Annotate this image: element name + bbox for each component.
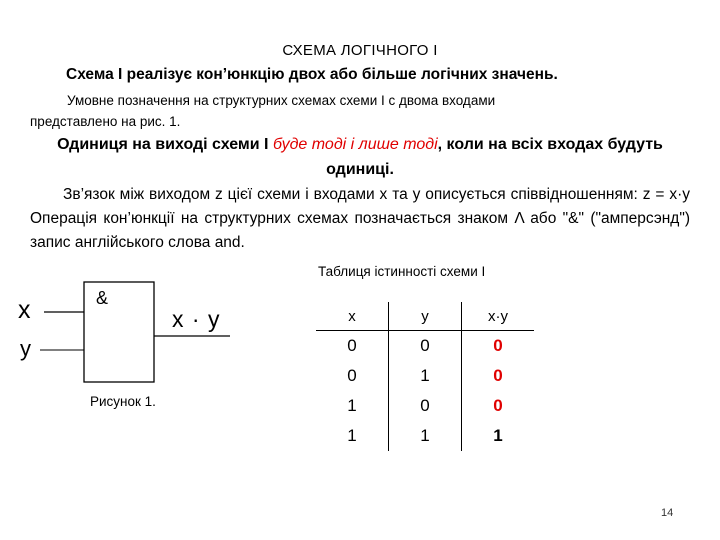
figure-caption: Рисунок 1.	[90, 394, 156, 409]
table-header-row	[316, 302, 534, 331]
cell-y: 0	[389, 331, 462, 362]
cell-x: 1	[316, 421, 389, 451]
key-statement-b: , коли на всіх входах будуть одиниці.	[326, 136, 663, 178]
cell-y: 1	[389, 421, 462, 451]
header-x: x	[316, 302, 389, 331]
truth-table	[316, 302, 534, 451]
cell-y: 0	[389, 391, 462, 421]
symbol-description-line1: Умовне позначення на структурних схемах схеми І с двома входами	[67, 93, 496, 108]
table-row	[316, 331, 534, 362]
intro-line: Схема І реалізує кон’юнкцію двох або більше логічних значень.	[66, 66, 558, 83]
table-row	[316, 361, 534, 391]
header-y: y	[389, 302, 462, 331]
cell-xy: 1	[493, 426, 503, 445]
header-xy: x·y	[462, 302, 535, 331]
and-symbol: &	[96, 288, 109, 308]
cell-xy: 0	[493, 336, 503, 355]
page-title: СХЕМА ЛОГІЧНОГО І	[282, 42, 438, 59]
relation-text: Зв’язок між виходом z цієї схеми і входами x та y описується співвідношенням: z = x·y Операція кон’юнкції на структурних схемах позначається знаком Λ або "&" ("амперсэнд") запис англійського слова and.	[30, 186, 690, 251]
cell-xy: 0	[493, 396, 503, 415]
output-label: x · y	[172, 306, 221, 332]
symbol-description-line2: представлено на рис. 1.	[30, 114, 181, 129]
key-statement-emphasis: буде тоді і лише тоді	[272, 136, 438, 153]
cell-xy: 0	[493, 366, 503, 385]
input-y-label: y	[20, 336, 31, 361]
table-row	[316, 421, 534, 451]
gate-box	[84, 282, 154, 382]
table-caption: Таблиця істинності схеми І	[318, 264, 486, 279]
cell-y: 1	[389, 361, 462, 391]
cell-x: 0	[316, 361, 389, 391]
page-number: 14	[661, 507, 674, 519]
cell-x: 0	[316, 331, 389, 362]
table-row	[316, 391, 534, 421]
key-statement-a: Одиниця на виході схеми І	[57, 136, 273, 153]
cell-x: 1	[316, 391, 389, 421]
input-x-label: x	[18, 296, 31, 324]
